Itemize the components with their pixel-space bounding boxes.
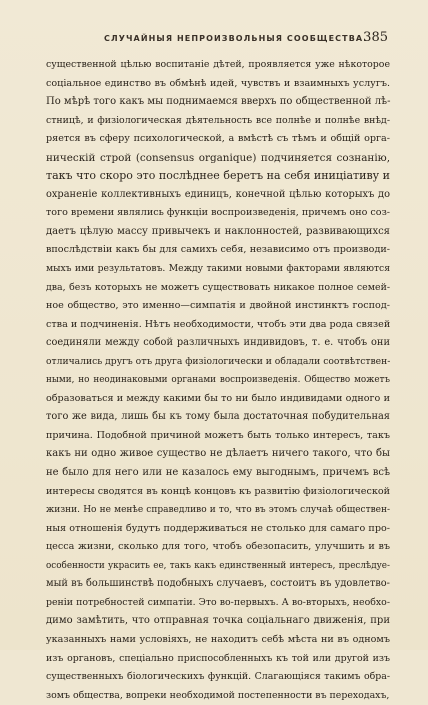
text-line: образоваться и между какими бы то ни было индивидами одного и [46, 392, 390, 404]
text-line: указанныхъ нами условіяхъ, не находитъ себѣ мѣста ни въ одномъ [46, 633, 390, 645]
text-line: существенныхъ біологическихъ функцій. Слагающіяся такимъ обра- [46, 671, 390, 683]
text-line: не было для него или не казалось ему выгоднымъ, причемъ всѣ [46, 467, 390, 479]
text-line: интересы сводятся въ концѣ концовъ къ развитію физіологической [46, 485, 390, 497]
running-title: СЛУЧАЙНЫЯ НЕПРОИЗВОЛЬНЫЯ СООБЩЕСТВА. [104, 34, 368, 43]
text-line: особенности украсить ее, такъ какъ единственный интересъ, преслѣдуе- [46, 560, 390, 571]
text-line: того же вида, лишь бы къ тому была достаточная побудительная [46, 411, 390, 423]
text-line: ными, но неодинаковыми органами воспроизведенія. Общество можетъ [46, 375, 390, 386]
text-line: такъ что скоро это послѣднее беретъ на себя иниціативу и [46, 169, 390, 183]
text-line: ныя отношенія будутъ поддерживаться не столько для самаго про- [46, 522, 390, 534]
text-line: охраненіе коллективныхъ единицъ, конечной цѣлью которыхъ до [46, 188, 390, 200]
page-header [46, 30, 388, 48]
text-line: цесса жизни, сколько для того, чтобъ обезопасить, улучшить и въ [46, 541, 390, 553]
text-line: даетъ цѣлую массу привычекъ и наклонностей, развивающихся [46, 225, 390, 237]
text-line: отличались другъ отъ друга физіологически и обладали соотвѣтствен- [46, 355, 391, 367]
text-line: существенной цѣлью воспитаніе дѣтей, проявляется уже нѣкоторое [46, 59, 390, 70]
page-number: 385 [363, 30, 388, 45]
text-line: причина. Подобной причиной можетъ быть только интересъ, такъ [46, 429, 390, 441]
text-line: стницѣ, и физіологическая дѣятельность все полнѣе и полнѣе внѣд- [46, 114, 390, 126]
text-line: изъ органовъ, спеціально приспособленныхъ къ той или другой изъ [46, 652, 390, 664]
text-line: ническій строй (consensus organique) подчиняется сознанію, [46, 151, 390, 164]
text-line: димо замѣтить, что отправная точка соціальнаго движенія, при [46, 615, 390, 627]
text-line: того времени являлись функціи воспроизведенія, причемъ оно соз- [46, 207, 391, 219]
text-line: какъ ни одно живое существо не дѣлаетъ ничего такого, что бы [46, 448, 390, 460]
text-line: мый въ большинствѣ подобныхъ случаевъ, состоитъ въ удовлетво- [46, 578, 390, 590]
text-line: По мѣрѣ того какъ мы поднимаемся вверхъ по общественной лѣ- [46, 96, 391, 108]
text-line: реніи потребностей симпатіи. Это во-первыхъ. А во-вторыхъ, необхо- [46, 596, 390, 608]
text-line: соціальное единство въ обмѣнѣ идей, чувствъ и взаимныхъ услугъ. [46, 77, 390, 89]
text-line: зомъ общества, вопреки необходимой постепенности въ переходахъ, [46, 689, 390, 701]
text-line: ства и подчиненія. Нѣтъ необходимости, чтобъ эти два рода связей [46, 318, 391, 330]
body-text [46, 56, 390, 705]
text-line: жизни. Но не менѣе справедливо и то, что въ этомъ случаѣ обществен- [46, 505, 390, 516]
text-line: соединяли между собой различныхъ индивидовъ, т. е. чтобъ они [46, 337, 390, 349]
text-line: ное общество, это именно—симпатія и двойной инстинктъ господ- [46, 300, 390, 312]
text-line: впослѣдствіи какъ бы для самихъ себя, независимо отъ производи- [46, 244, 390, 256]
text-line: мыхъ ими результатовъ. Между такими новыми факторами являются [46, 263, 390, 275]
text-line: два, безъ которыхъ не можетъ существовать никакое полное семей- [46, 281, 390, 293]
text-line: ряется въ сферу психологической, а вмѣстѣ съ тѣмъ и общій орга- [46, 133, 390, 145]
